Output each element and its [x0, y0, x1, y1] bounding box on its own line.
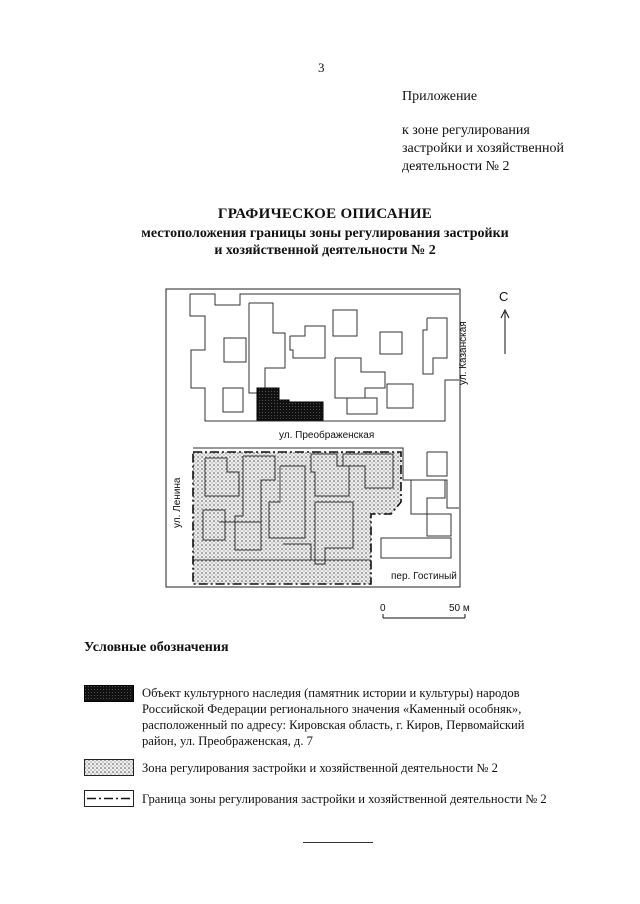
street-preobrazhenskaya: ул. Преображенская [279, 430, 375, 441]
legend-heritage-line-1: Объект культурного наследия (памятник истории и культуры) народов [142, 686, 520, 700]
legend-zone-swatch [84, 759, 134, 776]
legend-boundary-text: Граница зоны регулирования застройки и хозяйственной деятельности № 2 [142, 792, 547, 806]
appendix-line-2: застройки и хозяйственной [402, 141, 565, 156]
appendix-line-3: деятельности № 2 [402, 159, 510, 174]
closing-line [303, 842, 373, 843]
appendix-label: Приложение [402, 89, 478, 104]
legend-zone-text: Зона регулирования застройки и хозяйственной деятельности № 2 [142, 761, 498, 775]
legend-title: Условные обозначения [84, 640, 229, 655]
legend-heritage-line-4: район, ул. Преображенская, д. 7 [142, 734, 313, 748]
appendix-line-1: к зоне регулирования [402, 123, 530, 138]
document-subtitle-2: и хозяйственной деятельности № 2 [214, 243, 436, 258]
document-title: ГРАФИЧЕСКОЕ ОПИСАНИЕ [217, 206, 433, 222]
legend-heritage-swatch [84, 685, 134, 702]
street-gostiny: пер. Гостиный [391, 571, 457, 582]
legend-heritage-line-3: расположенный по адресу: Кировская область, г. Киров, Первомайский [142, 718, 525, 732]
regulation-zone [193, 452, 401, 584]
street-lenina: ул. Ленина [172, 477, 183, 528]
boundary-map [165, 288, 525, 638]
scale-start: 0 [380, 603, 386, 614]
north-arrow-icon [501, 310, 509, 354]
street-kazanskaya: ул. Казанская [458, 321, 469, 385]
page-number: 3 [318, 60, 325, 75]
legend-heritage-line-2: Российской Федерации регионального значения «Каменный особняк», [142, 702, 522, 716]
north-label: С [499, 289, 509, 304]
legend-boundary-swatch [84, 790, 134, 807]
document-subtitle-1: местоположения границы зоны регулирования застройки [141, 226, 509, 241]
scale-end: 50 м [449, 603, 470, 614]
scale-bar [383, 614, 465, 618]
